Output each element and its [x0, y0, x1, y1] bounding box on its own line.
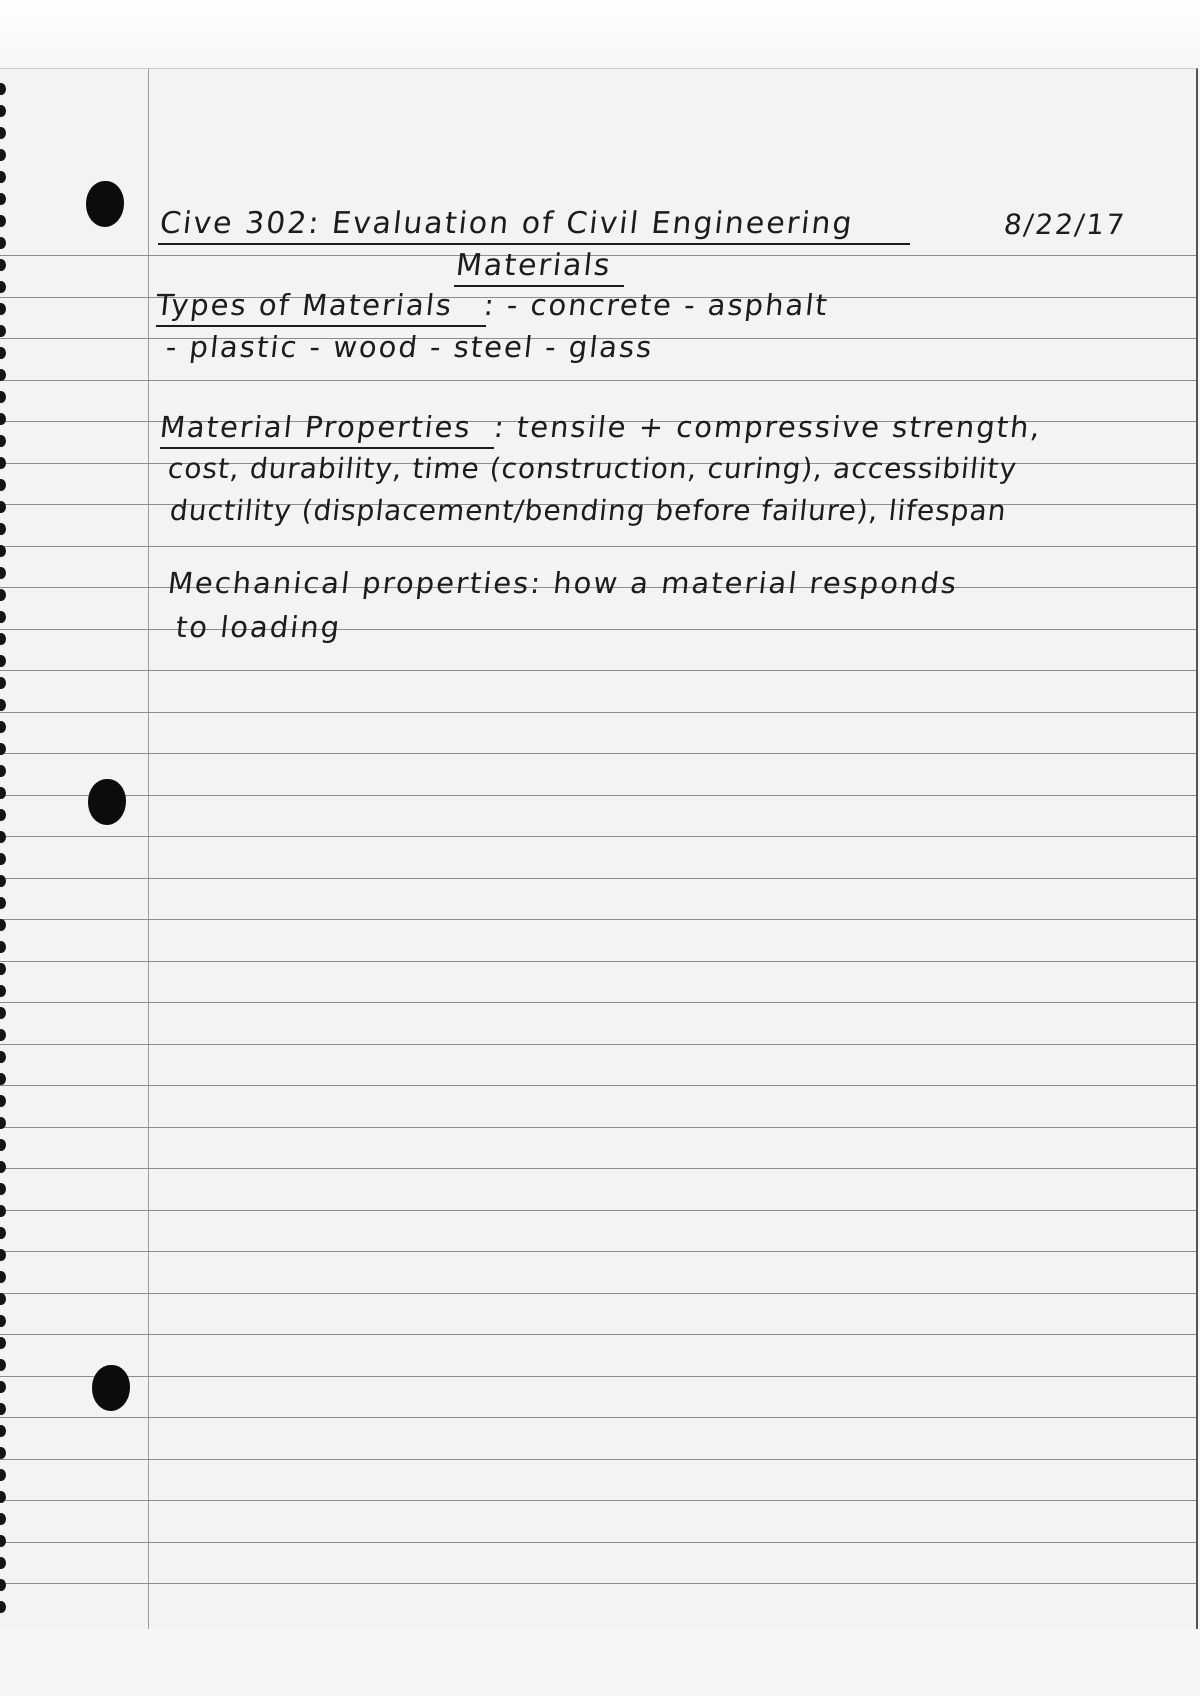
- spiral-mark: [0, 127, 6, 139]
- note-date: 8/22/17: [1002, 208, 1128, 241]
- spiral-mark: [0, 435, 6, 447]
- spiral-mark: [0, 171, 6, 183]
- spiral-mark: [0, 1271, 6, 1283]
- spiral-mark: [0, 677, 6, 689]
- spiral-mark: [0, 1337, 6, 1349]
- rule-line: [0, 1251, 1196, 1252]
- course-title: Cive 302: Evaluation of Civil Engineering: [158, 206, 856, 241]
- spiral-mark: [0, 765, 6, 777]
- properties-line2: cost, durability, time (construction, curing), accessibility: [166, 452, 1019, 485]
- spiral-mark: [0, 721, 6, 733]
- rule-line: [0, 1459, 1196, 1460]
- rule-line: [0, 878, 1196, 879]
- rule-line: [0, 1583, 1196, 1584]
- spiral-mark: [0, 1293, 6, 1305]
- types-heading-underline: [156, 325, 486, 327]
- rule-line: [0, 836, 1196, 837]
- spiral-mark: [0, 215, 6, 227]
- rule-line: [0, 1293, 1196, 1294]
- properties-line3: ductility (displacement/bending before failure), lifespan: [168, 494, 1009, 527]
- rule-line: [0, 795, 1196, 796]
- rule-line: [0, 1417, 1196, 1418]
- spiral-mark: [0, 963, 6, 975]
- spiral-mark: [0, 567, 6, 579]
- mechanical-line2: to loading: [174, 610, 343, 644]
- rule-line: [0, 753, 1196, 754]
- spiral-mark: [0, 457, 6, 469]
- spiral-mark: [0, 1205, 6, 1217]
- notebook-page: [0, 68, 1198, 1629]
- spiral-mark: [0, 1007, 6, 1019]
- scan-border: [0, 0, 1200, 70]
- spiral-mark: [0, 1029, 6, 1041]
- spiral-mark: [0, 1359, 6, 1371]
- rule-line: [0, 1127, 1196, 1128]
- spiral-mark: [0, 589, 6, 601]
- spiral-mark: [0, 1557, 6, 1569]
- spiral-mark: [0, 325, 6, 337]
- spiral-mark: [0, 985, 6, 997]
- rule-line: [0, 1210, 1196, 1211]
- spiral-mark: [0, 1447, 6, 1459]
- rule-line: [0, 1376, 1196, 1377]
- spiral-mark: [0, 1535, 6, 1547]
- properties-heading: Material Properties: [158, 410, 474, 444]
- rule-line: [0, 961, 1196, 962]
- spiral-mark: [0, 1601, 6, 1613]
- spiral-mark: [0, 413, 6, 425]
- rule-line: [0, 380, 1196, 381]
- spiral-mark: [0, 1095, 6, 1107]
- punch-hole-bottom: [92, 1365, 130, 1411]
- title-underline: [158, 243, 910, 245]
- spiral-mark: [0, 347, 6, 359]
- spiral-mark: [0, 1183, 6, 1195]
- spiral-mark: [0, 699, 6, 711]
- spiral-mark: [0, 193, 6, 205]
- spiral-mark: [0, 303, 6, 315]
- spiral-mark: [0, 897, 6, 909]
- punch-hole-middle: [88, 779, 126, 825]
- punch-hole-top: [86, 181, 124, 227]
- spiral-mark: [0, 1513, 6, 1525]
- spiral-mark: [0, 523, 6, 535]
- spiral-mark: [0, 1469, 6, 1481]
- spiral-mark: [0, 1403, 6, 1415]
- spiral-mark: [0, 1381, 6, 1393]
- spiral-mark: [0, 831, 6, 843]
- spiral-mark: [0, 1073, 6, 1085]
- spiral-mark: [0, 479, 6, 491]
- rule-line: [0, 670, 1196, 671]
- spiral-mark: [0, 809, 6, 821]
- spiral-mark: [0, 149, 6, 161]
- properties-heading-underline: [160, 447, 494, 449]
- properties-line1: : tensile + compressive strength,: [492, 410, 1044, 444]
- spiral-mark: [0, 281, 6, 293]
- spiral-mark: [0, 1491, 6, 1503]
- spiral-mark: [0, 1315, 6, 1327]
- spiral-mark: [0, 941, 6, 953]
- spiral-mark: [0, 919, 6, 931]
- spiral-mark: [0, 545, 6, 557]
- rule-line: [0, 1334, 1196, 1335]
- types-list-line2: - plastic - wood - steel - glass: [164, 330, 656, 364]
- spiral-mark: [0, 259, 6, 271]
- spiral-mark: [0, 787, 6, 799]
- spiral-mark: [0, 633, 6, 645]
- spiral-mark: [0, 853, 6, 865]
- spiral-mark: [0, 1249, 6, 1261]
- types-list-line1: : - concrete - asphalt: [482, 288, 831, 322]
- mechanical-line1: Mechanical properties: how a material responds: [166, 566, 960, 600]
- course-title-continued: Materials: [454, 248, 614, 283]
- rule-line: [0, 1542, 1196, 1543]
- spiral-mark: [0, 875, 6, 887]
- spiral-mark: [0, 1139, 6, 1151]
- spiral-mark: [0, 1051, 6, 1063]
- spiral-mark: [0, 611, 6, 623]
- spiral-mark: [0, 83, 6, 95]
- spiral-mark: [0, 237, 6, 249]
- rule-line: [0, 1168, 1196, 1169]
- rule-line: [0, 1085, 1196, 1086]
- spiral-mark: [0, 1425, 6, 1437]
- rule-line: [0, 919, 1196, 920]
- rule-line: [0, 1002, 1196, 1003]
- rule-line: [0, 1044, 1196, 1045]
- spiral-mark: [0, 391, 6, 403]
- spiral-mark: [0, 1161, 6, 1173]
- rule-line: [0, 712, 1196, 713]
- margin-line: [148, 69, 149, 1629]
- spiral-mark: [0, 501, 6, 513]
- rule-line: [0, 1500, 1196, 1501]
- spiral-mark: [0, 655, 6, 667]
- title-cont-underline: [454, 285, 624, 287]
- spiral-mark: [0, 1227, 6, 1239]
- spiral-mark: [0, 1579, 6, 1591]
- rule-line: [0, 546, 1196, 547]
- types-heading: Types of Materials: [154, 288, 455, 322]
- spiral-mark: [0, 105, 6, 117]
